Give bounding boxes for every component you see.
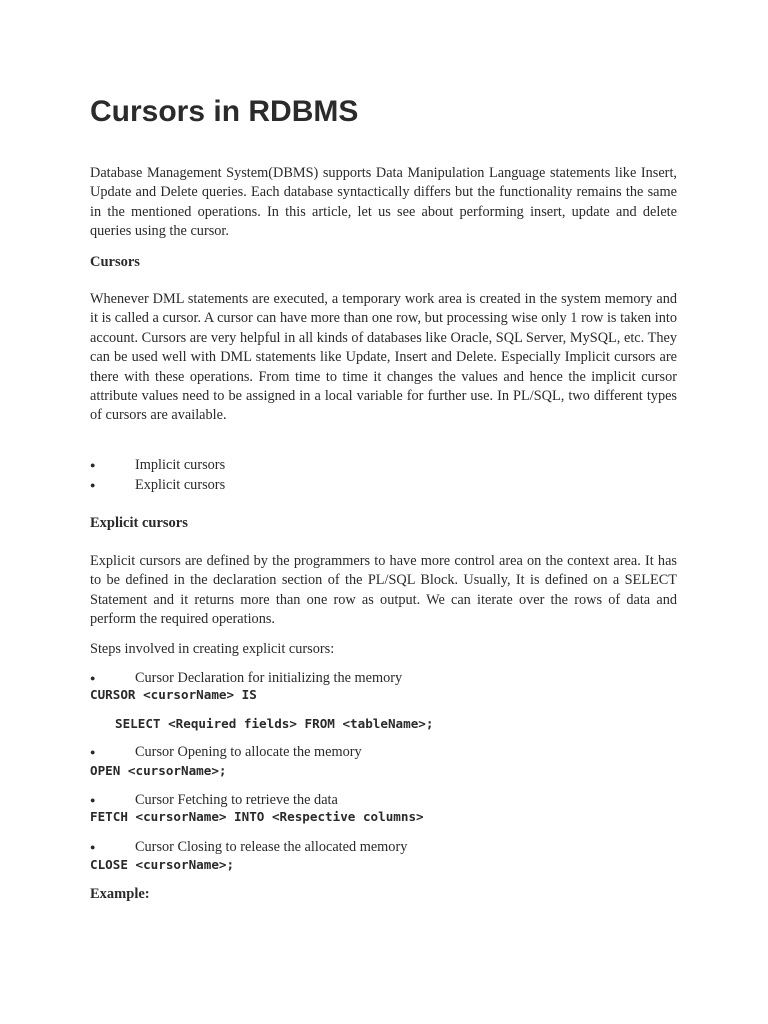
intro-paragraph: Database Management System(DBMS) supports Data Manipulation Language statements like Insert, Update and Delete queries. Each database syntactically differs but the functionality remains the same in the mentioned operations. In this article, let us see about performing insert, update and delete queries using the cursor. — [90, 165, 677, 240]
page-title: Cursors in RDBMS — [90, 95, 359, 128]
explicit-cursors-paragraph: Explicit cursors are defined by the programmers to have more control area on the context area. It has to be defined in the declaration section of the PL/SQL Block. Usually, It is defined on a SELECT Statement and it returns more than one row as output. We can iterate over the rows of data and perform the required operations. — [90, 553, 677, 628]
code-line: SELECT <Required fields> FROM <tableName>; — [115, 716, 434, 731]
list-item — [90, 475, 677, 495]
bullet-icon: ● — [90, 795, 96, 805]
list-item — [90, 837, 677, 857]
cursor-type-implicit: Implicit cursors — [135, 457, 226, 473]
list-item — [90, 790, 677, 810]
step-label: Cursor Fetching to retrieve the data — [135, 792, 338, 808]
cursors-paragraph: Whenever DML statements are executed, a temporary work area is created in the system memory and it is called a cursor. A cursor can have more than one row, but processing wise only 1 row is taken into account. Cursors are very helpful in all kinds of databases like Oracle, SQL Server, MySQL, etc. They can be used well with DML statements like Update, Insert and Delete. Especially Implicit cursors are there with these operations. From time to time it changes the values and hence the implicit cursor attribute values need to be assigned in a local variable for further use. In PL/SQL, two different types of cursors are available. — [90, 291, 677, 424]
cursors-heading: Cursors — [90, 254, 140, 270]
code-line: OPEN <cursorName>; — [90, 763, 227, 778]
step-label: Cursor Declaration for initializing the memory — [135, 670, 403, 686]
code-line: CURSOR <cursorName> IS — [90, 687, 257, 702]
list-item — [90, 742, 677, 762]
steps-intro: Steps involved in creating explicit cursors: — [90, 641, 335, 657]
step-label: Cursor Opening to allocate the memory — [135, 744, 362, 760]
code-line: FETCH <cursorName> INTO <Respective columns> — [90, 809, 424, 824]
explicit-cursors-heading: Explicit cursors — [90, 515, 188, 531]
bullet-icon: ● — [90, 480, 96, 490]
cursor-type-explicit: Explicit cursors — [135, 477, 226, 493]
code-line: CLOSE <cursorName>; — [90, 857, 235, 872]
list-item — [90, 668, 677, 688]
list-item — [90, 455, 677, 475]
bullet-icon: ● — [90, 673, 96, 683]
bullet-icon: ● — [90, 842, 96, 852]
example-heading: Example: — [90, 886, 150, 902]
step-label: Cursor Closing to release the allocated memory — [135, 839, 408, 855]
bullet-icon: ● — [90, 460, 96, 470]
bullet-icon: ● — [90, 747, 96, 757]
